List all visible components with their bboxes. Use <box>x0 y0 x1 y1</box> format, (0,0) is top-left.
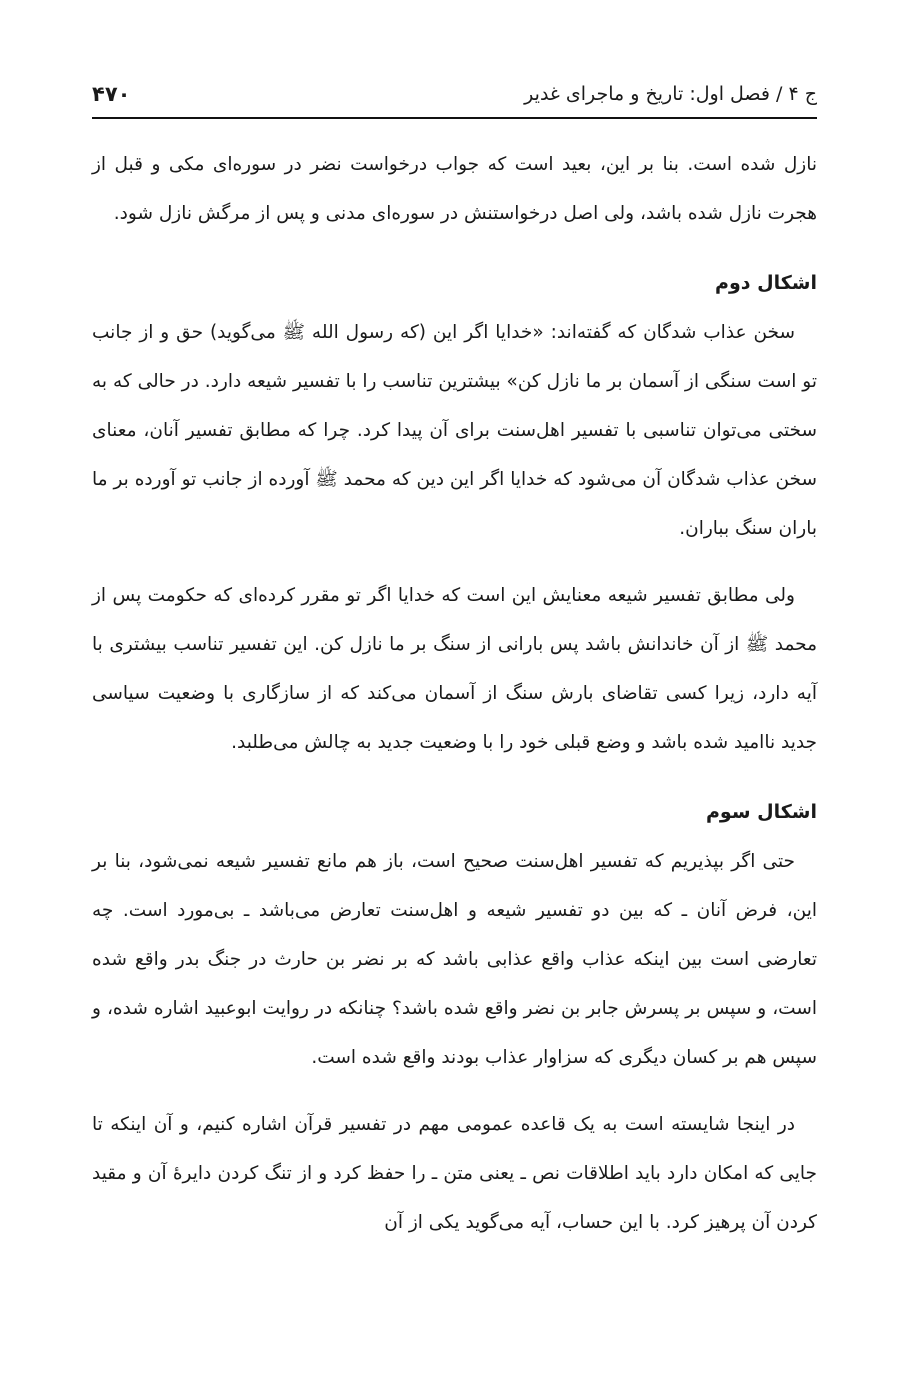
paragraph-2: سخن عذاب شدگان که گفته‌اند: «خدایا اگر این (که رسول الله ﷺ می‌گوید) حق و از جانب تو است سنگی از آسمان بر ما نازل کن» بیشترین تناسب را با تفسیر شیعه دارد. در حالی که به سختی می‌توان تناسبی با تفسیر اهل‌سنت برای آن پیدا کرد. چرا که مطابق تفسیر آنان، معنای سخن عذاب شدگان آن می‌شود که خدایا اگر این دین که محمد ﷺ آورده از جانب تو آورده بر ما باران سنگ بباران. <box>92 322 817 539</box>
header-divider <box>92 117 817 119</box>
spacer <box>92 775 817 785</box>
spacer <box>92 561 817 571</box>
running-title: ج ۴ / فصل اول: تاریخ و ماجرای غدیر <box>524 83 817 105</box>
paragraph-1: نازل شده است. بنا بر این، بعید است که جواب درخواست نضر در سوره‌ای مکی و قبل از هجرت نازل شده باشد، ولی اصل درخواستنش در سوره‌ای مدنی و پس از مرگش نازل شود. <box>92 154 817 224</box>
section-heading-third-objection: اشکال سوم <box>705 801 817 823</box>
paragraph-5: در اینجا شایسته است به یک قاعده عمومی مهم در تفسیر قرآن اشاره کنیم، و آن اینکه تا جایی که امکان دارد باید اطلاقات نص ـ یعنی متن ـ را حفظ کرد و از تنگ کردن دایرهٔ آن و مقید کردن آن پرهیز کرد. با این حساب، آیه می‌گوید یکی از آن <box>92 1114 817 1233</box>
paragraph-4: حتی اگر بپذیریم که تفسیر اهل‌سنت صحیح است، باز هم مانع تفسیر شیعه نمی‌شود، بنا بر این، فرض آنان ـ که بین دو تفسیر شیعه و اهل‌سنت تعارض می‌باشد ـ بی‌مورد است. چه تعارضی است بین اینکه عذاب واقع عذابی باشد که بر نضر بن حارث در جنگ بدر واقع شده است، و سپس بر پسرش جابر بن نضر واقع شده باشد؟ چنانکه در روایت ابوعبید اشاره شده، و سپس هم بر کسان دیگری که سزاوار عذاب بودند واقع شده است. <box>92 851 817 1068</box>
paragraph-3: ولی مطابق تفسیر شیعه معنایش این است که خدایا اگر تو مقرر کرده‌ای که حکومت پس از محمد ﷺ از آن خاندانش باشد پس بارانی از سنگ بر ما نازل کن. این تفسیر تناسب بیشتری با آیه دارد، زیرا کسی تقاضای بارش سنگ از آسمان می‌کند که از سازگاری با وضعیت سیاسی جدید ناامید شده باشد و وضع قبلی خود را با وضعیت جدید به چالش می‌طلبد. <box>92 585 817 753</box>
spacer <box>92 1090 817 1100</box>
book-page <box>92 0 817 1390</box>
page-number: ۴۷۰ <box>92 82 131 106</box>
section-heading-second-objection: اشکال دوم <box>715 272 817 294</box>
page-header <box>92 74 817 114</box>
page-body <box>92 140 817 1255</box>
spacer <box>92 246 817 256</box>
